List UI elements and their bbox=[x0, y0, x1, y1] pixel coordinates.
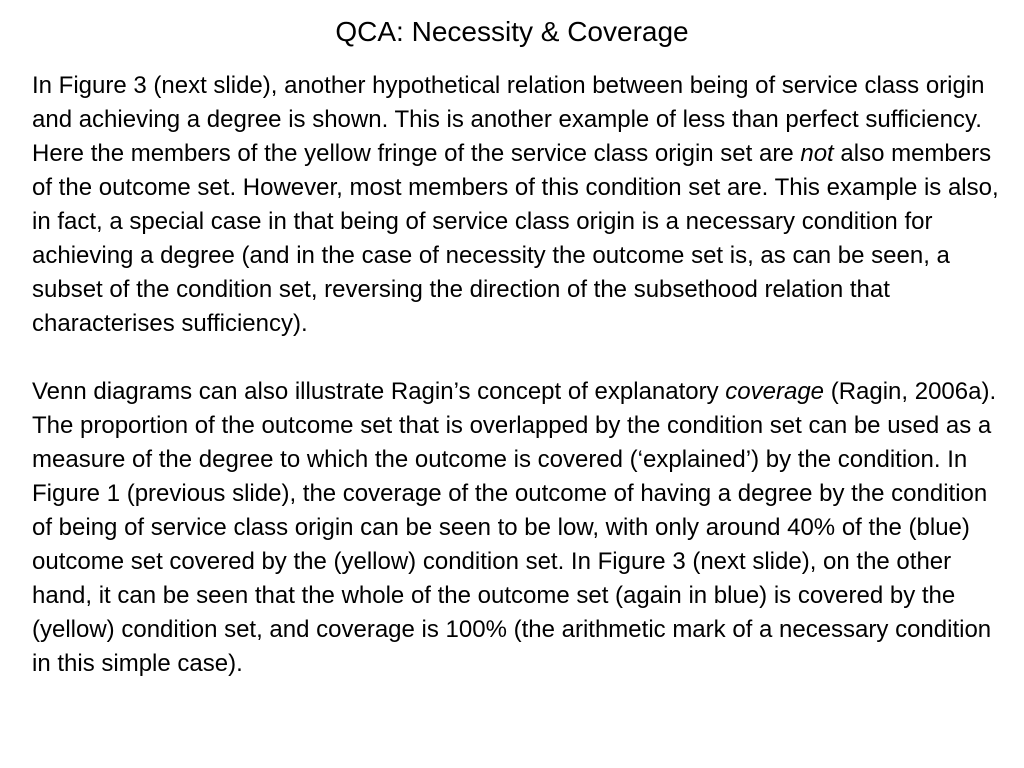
paragraph-coverage bbox=[32, 375, 1012, 681]
paragraph-spacer bbox=[32, 341, 1012, 375]
paragraph-coverage-text-1: Venn diagrams can also illustrate Ragin’s concept of explanatory bbox=[32, 378, 726, 405]
slide-body bbox=[32, 69, 1012, 681]
paragraph-necessity-text-2: also members of the outcome set. However, most members of this condition set are. This example is also, in fact, a special case in that being of service class origin is a necessary condition for achieving a degree (and in the case of necessity the outcome set is, as can be seen, a subset of the condition set, reversing the direction of the subsethood relation that characterises sufficiency). bbox=[32, 140, 999, 337]
emphasis-coverage: coverage bbox=[725, 378, 825, 405]
slide-title: QCA: Necessity & Coverage bbox=[335, 16, 689, 47]
paragraph-necessity bbox=[32, 69, 1012, 341]
emphasis-not: not bbox=[800, 140, 834, 167]
paragraph-necessity-text-1: In Figure 3 (next slide), another hypothetical relation between being of service class origin and achieving a degree is shown. This is another example of less than perfect sufficiency. Here the members of the yellow fringe of the service class origin set are bbox=[32, 72, 985, 167]
paragraph-coverage-text-2: (Ragin, 2006a). The proportion of the outcome set that is overlapped by the condition set can be used as a measure of the degree to which the outcome is covered (‘explained’) by the condition. In Figure 1 (previous slide), the coverage of the outcome of having a degree by the condition of being of service class origin can be seen to be low, with only around 40% of the (blue) outcome set covered by the (yellow) condition set. In Figure 3 (next slide), on the other hand, it can be seen that the whole of the outcome set (again in blue) is covered by the (yellow) condition set, and coverage is 100% (the arithmetic mark of a necessary condition in this simple case). bbox=[32, 378, 997, 677]
